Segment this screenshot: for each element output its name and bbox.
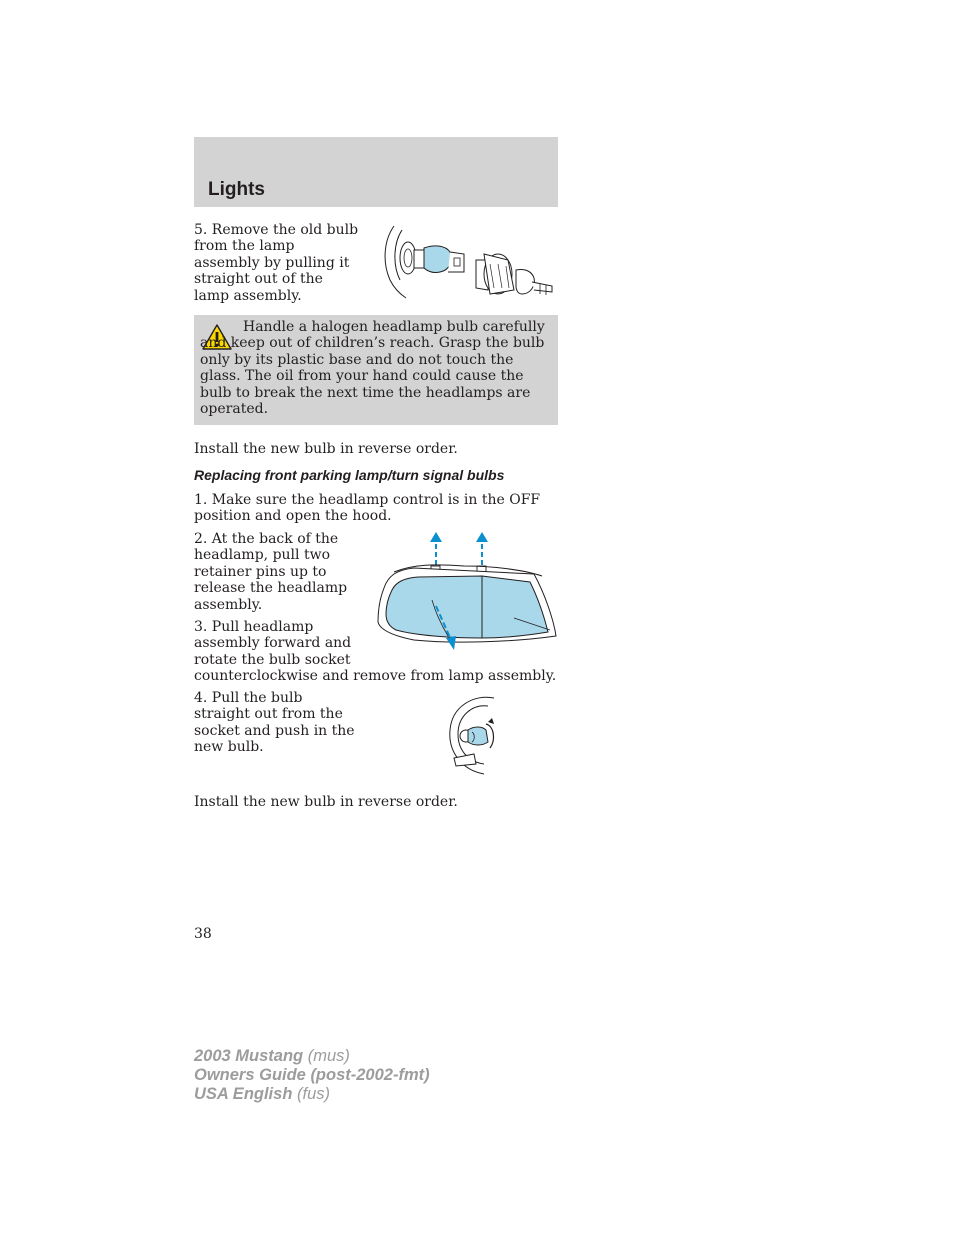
footer-language: USA English: [194, 1085, 293, 1103]
warning-box: [194, 315, 558, 425]
subheading: Replacing front parking lamp/turn signal bulbs: [194, 467, 505, 483]
section-header-band: [194, 137, 558, 207]
page-number: 38: [194, 926, 212, 942]
step-1-text: 1. Make sure the headlamp control is in the OFF position and open the hood.: [194, 492, 541, 525]
step-5-text: 5. Remove the old bulb from the lamp assembly by pulling it straight out of the lamp assembly.: [194, 222, 359, 304]
warning-text: Handle a halogen headlamp bulb carefully and keep out of children’s reach. Grasp the bulb only by its plastic base and do not touch the glass. The oil from your hand could cause the bulb to break the next time the headlamps are operated.: [200, 319, 545, 418]
headlamp-illustration: [374, 530, 558, 662]
footer-model: 2003 Mustang: [194, 1047, 304, 1065]
bulb-socket-illustration: [444, 694, 500, 776]
footer-line-1: [194, 1047, 430, 1066]
install-note-1: Install the new bulb in reverse order.: [194, 441, 458, 457]
footer-line-3: [194, 1085, 430, 1104]
install-note-2: Install the new bulb in reverse order.: [194, 794, 458, 810]
footer-model-code: (mus): [307, 1047, 350, 1065]
step-4-text: 4. Pull the bulb straight out from the socket and push in the new bulb.: [194, 690, 355, 756]
section-title: Lights: [208, 179, 265, 200]
bulb-removal-illustration: [380, 224, 558, 300]
footer-line-2: [194, 1066, 430, 1085]
footer-guide: Owners Guide (post-2002-fmt): [194, 1066, 430, 1084]
step-3-text: 3. Pull headlamp assembly forward and rotate the bulb socket: [194, 619, 352, 668]
footer-language-code: (fus): [297, 1085, 330, 1103]
step-3-text-cont: counterclockwise and remove from lamp assembly.: [194, 668, 557, 684]
document-footer: [194, 1047, 430, 1104]
step-2-text: 2. At the back of the headlamp, pull two retainer pins up to release the headlamp assembly.: [194, 531, 348, 613]
